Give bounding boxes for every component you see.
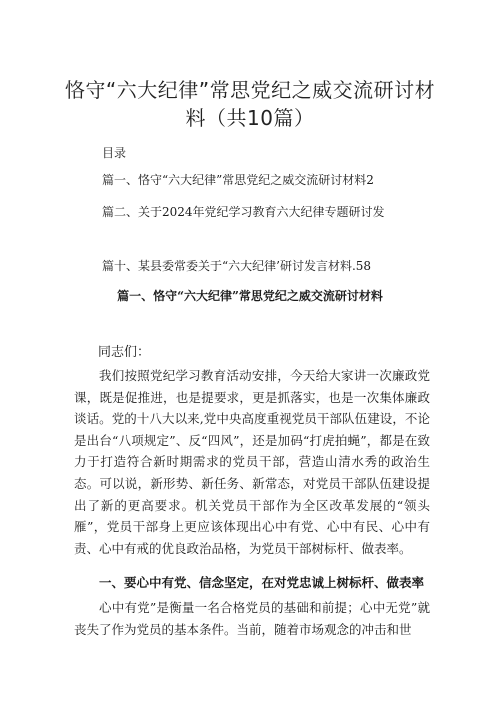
salutation: 同志们： — [98, 345, 151, 360]
toc-label: 目录 — [102, 146, 127, 160]
section-heading: 篇一、恪守“六大纪律”常思党纪之威交流研讨材料 — [117, 289, 383, 303]
subheading: 一、要心中有党、信念坚定，在对党忠诚上树标杆、做表率 — [99, 575, 425, 590]
toc-item[interactable]: 篇十、某县委常委关于“六大纪律’研讨发言材料.58 — [102, 259, 372, 273]
body-paragraph: 心中有党”是衡量一名合格党员的基础和前提；心中无党”就丧失了作为党员的基本条件。当前，随着市场观念的冲击和世 — [74, 600, 430, 637]
document-title-line-2: 料（共10篇） — [185, 106, 315, 130]
body-paragraph: 我们按照党纪学习教育活动安排，今天给大家讲一次廉政党课，既是促推进，也是提要求，更是抓落实，也是一次集体廉政谈话。党的十八大以来,党中央高度重视党员干部队伍建设，不论是出台“八项规定”、反“四风”，还是加码“打虎拍蝇”，都是在致力于打造符合新时期需求的党员干部，营造山清水秀的政治生态。可以说，新形势、新任务、新常态，对党员干部队伍建设提出了新的更高要求。机关党员干部作为全区改革发展的“领头雁”，党员干部身上更应该体现出心中有党、心中有民、心中有责、心中有戒的优良政治品格，为党员干部树标杆、做表率。 — [74, 368, 430, 556]
toc-item[interactable]: 篇一、恪守“六大纪律”常思党纪之威交流研讨材料2 — [102, 173, 374, 187]
toc-item[interactable]: 篇二、关于2024年党纪学习教育六大纪律专题研讨发 — [102, 205, 385, 219]
document-title-line-1: 恪守“六大纪律”常思党纪之威交流研讨材 — [64, 78, 436, 102]
